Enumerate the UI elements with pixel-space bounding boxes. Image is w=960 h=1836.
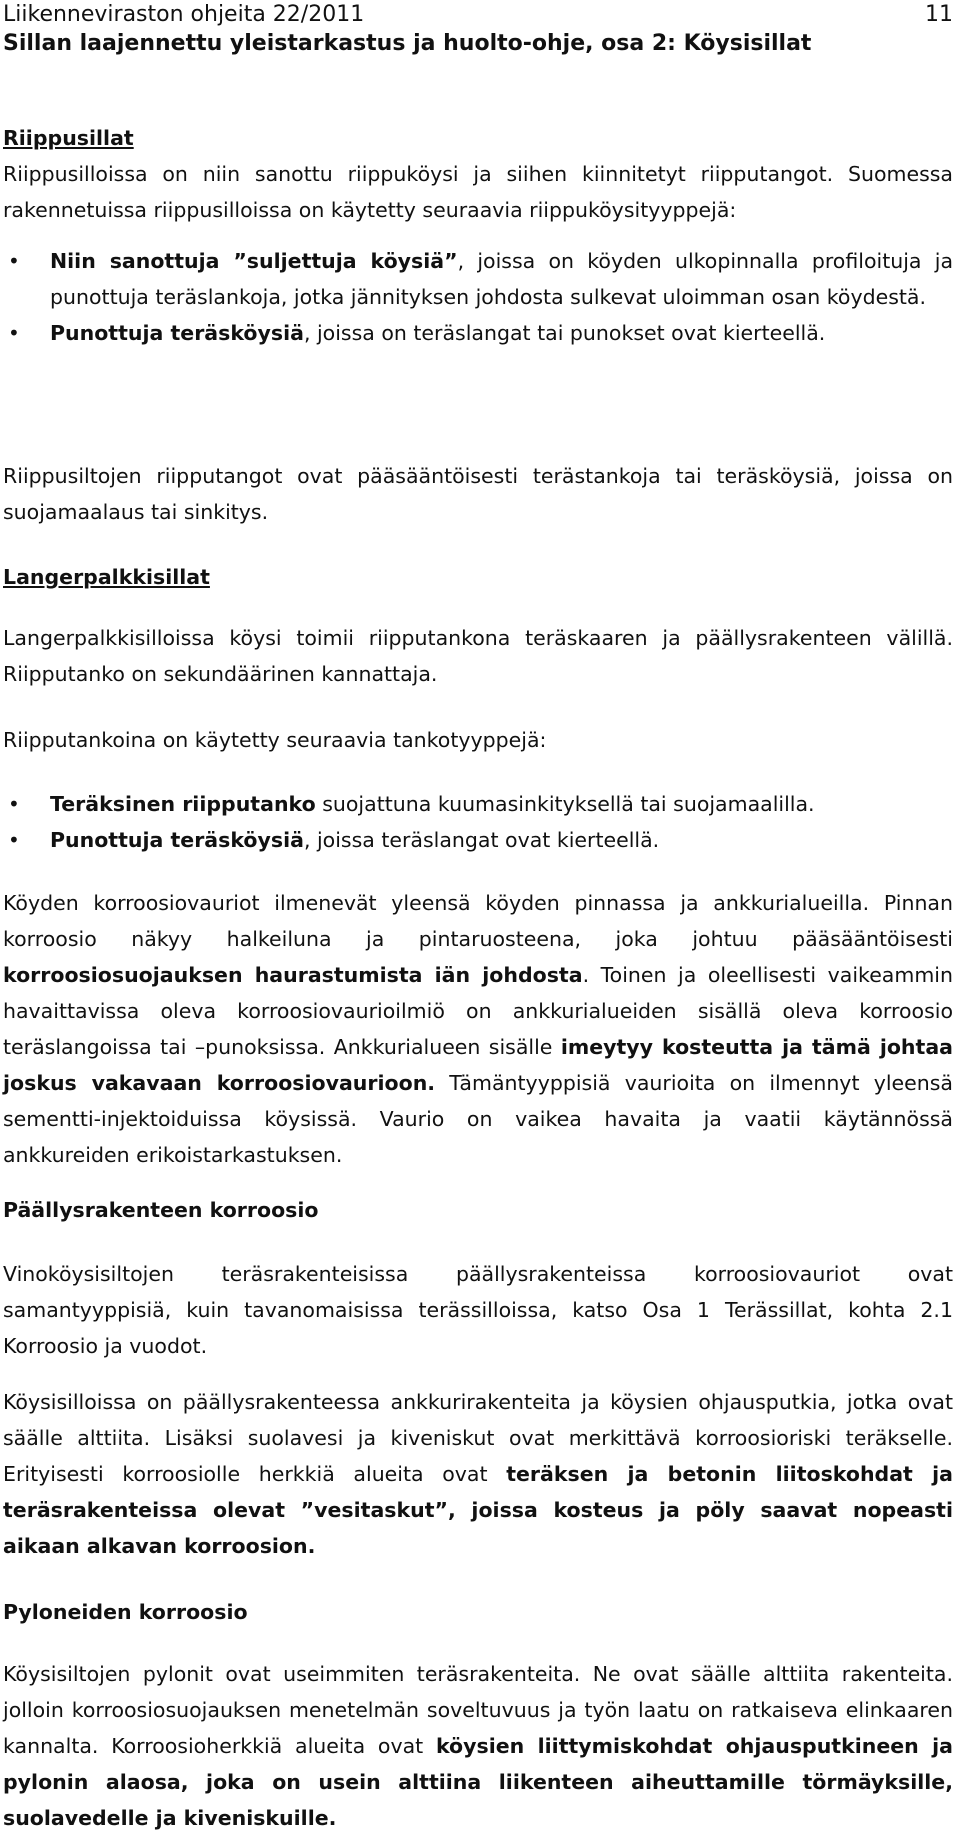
bold-term: Punottuja teräsköysiä (50, 828, 304, 852)
paallys-p1-block (3, 1256, 953, 1364)
list-item (3, 315, 953, 351)
list-item (3, 786, 953, 822)
list-item-text: , joissa on köyden ulkopinnalla profiloituja ja punottuja teräslankoja, jotka jännityksen johdosta sulkevat uloimman osan köydestä. (50, 249, 954, 309)
bold-term: Teräksinen riipputanko (50, 792, 316, 816)
section-paallys-heading-block (3, 1192, 953, 1228)
bold-run: köysien liittymiskohdat ohjausputkineen ja pylonin alaosa, joka on usein alttiina liikenteen aiheuttamille törmäyksille, suolavedelle ja kiveniskuille. (3, 1734, 953, 1830)
riippusillat-after-block (3, 458, 953, 530)
bullet-icon: • (8, 321, 20, 345)
section-heading: Päällysrakenteen korroosio (3, 1198, 319, 1222)
langer-p2-block (3, 722, 953, 758)
bold-term: Niin sanottuja ”suljettuja köysiä” (50, 249, 458, 273)
text-run: . Toinen ja oleellisesti vaikeammin havaittavissa oleva korroosiovaurioilmiö on ankkurialueiden sisällä oleva korroosio teräslangoissa tai –punoksissa. Ankkurialueen sisälle (3, 963, 953, 1059)
section-heading: Pyloneiden korroosio (3, 1600, 248, 1624)
bold-run: korroosiosuojauksen haurastumista iän johdosta (3, 963, 583, 987)
paragraph: Riipputankoina on käytetty seuraavia tankotyyppejä: (3, 728, 547, 752)
bullet-icon: • (8, 249, 20, 273)
bold-run: teräksen ja betonin liitoskohdat ja teräsrakenteissa olevat ”vesitaskut”, joissa kosteus ja pöly saavat nopeasti aikaan alkavan korroosion. (3, 1462, 953, 1558)
korroosio-block (3, 885, 953, 1173)
text-run: Köyden korroosiovauriot ilmenevät yleensä köyden pinnassa ja ankkurialueilla. Pinnan korroosio näkyy halkeiluna ja pintaruosteena, joka johtuu pääsääntöisesti (3, 891, 953, 951)
page-header (3, 0, 953, 58)
list-item (3, 243, 953, 315)
paragraph: Langerpalkkisilloissa köysi toimii riipputankona teräskaaren ja päällysrakenteen välillä. Riipputanko on sekundäärinen kannattaja. (3, 626, 953, 686)
document-title: Sillan laajennettu yleistarkastus ja huolto-ohje, osa 2: Köysisillat (3, 31, 812, 56)
list-item (3, 822, 953, 858)
paragraph (3, 885, 953, 1173)
riippusillat-bullets (3, 243, 953, 351)
paragraph: Vinoköysisiltojen teräsrakenteisissa päällysrakenteissa korroosiovauriot ovat samantyyppisiä, kuin tavanomaisissa terässilloissa, katso Osa 1 Terässillat, kohta 2.1 Korroosio ja vuodot. (3, 1262, 953, 1358)
bullet-icon: • (8, 792, 20, 816)
list-item-text: suojattuna kuumasinkityksellä tai suojamaalilla. (315, 792, 815, 816)
section-langer-heading-block (3, 559, 953, 595)
page-number: 11 (925, 2, 953, 27)
section-riippusillat-heading-block (3, 120, 953, 156)
paragraph (3, 1384, 953, 1564)
bold-term: Punottuja teräsköysiä (50, 321, 304, 345)
paragraph (3, 1656, 953, 1836)
text-run: Köysisiltojen pylonit ovat useimmiten teräsrakenteita. Ne ovat säälle alttiita rakenteita. jolloin korroosiosuojauksen menetelmän soveltuvuus ja työn laatu on ratkaiseva elinkaaren kannalta. Korroosioherkkiä alueita ovat (3, 1662, 953, 1758)
text-run: Köysisilloissa on päällysrakenteessa ankkurirakenteita ja köysien ohjausputkia, jotka ovat säälle alttiita. Lisäksi suolavesi ja kiveniskut ovat merkittävä korroosioriski teräkselle. Erityisesti korroosiolle herkkiä alueita ovat (3, 1390, 953, 1486)
paallys-p2-block (3, 1384, 953, 1564)
list-item-text: , joissa on teräslangat tai punokset ovat kierteellä. (303, 321, 826, 345)
bullet-icon: • (8, 828, 20, 852)
text-run: Tämäntyyppisiä vaurioita on ilmennyt yleensä sementti-injektoiduissa köysissä. Vaurio on vaikea havaita ja vaatii käytännössä ankkureiden erikoistarkastuksen. (3, 1071, 953, 1167)
section-heading: Riippusillat (3, 126, 134, 150)
langer-p1-block (3, 620, 953, 692)
riippusillat-intro-block (3, 156, 953, 228)
section-pyloni-heading-block (3, 1594, 953, 1630)
langer-bullets (3, 786, 953, 858)
section-heading: Langerpalkkisillat (3, 565, 210, 589)
list-item-text: , joissa teräslangat ovat kierteellä. (303, 828, 660, 852)
pyloni-p-block (3, 1656, 953, 1836)
publication-title: Liikenneviraston ohjeita 22/2011 (3, 2, 365, 27)
bold-run: imeytyy kosteutta ja tämä johtaa joskus vakavaan korroosiovaurioon. (3, 1035, 953, 1095)
paragraph: Riippusilloissa on niin sanottu riippuköysi ja siihen kiinnitetyt riipputangot. Suomessa rakennetuissa riippusilloissa on käytetty seuraavia riippuköysityyppejä: (3, 162, 953, 222)
paragraph: Riippusiltojen riipputangot ovat pääsääntöisesti terästankoja tai teräsköysiä, joissa on suojamaalaus tai sinkitys. (3, 464, 953, 524)
